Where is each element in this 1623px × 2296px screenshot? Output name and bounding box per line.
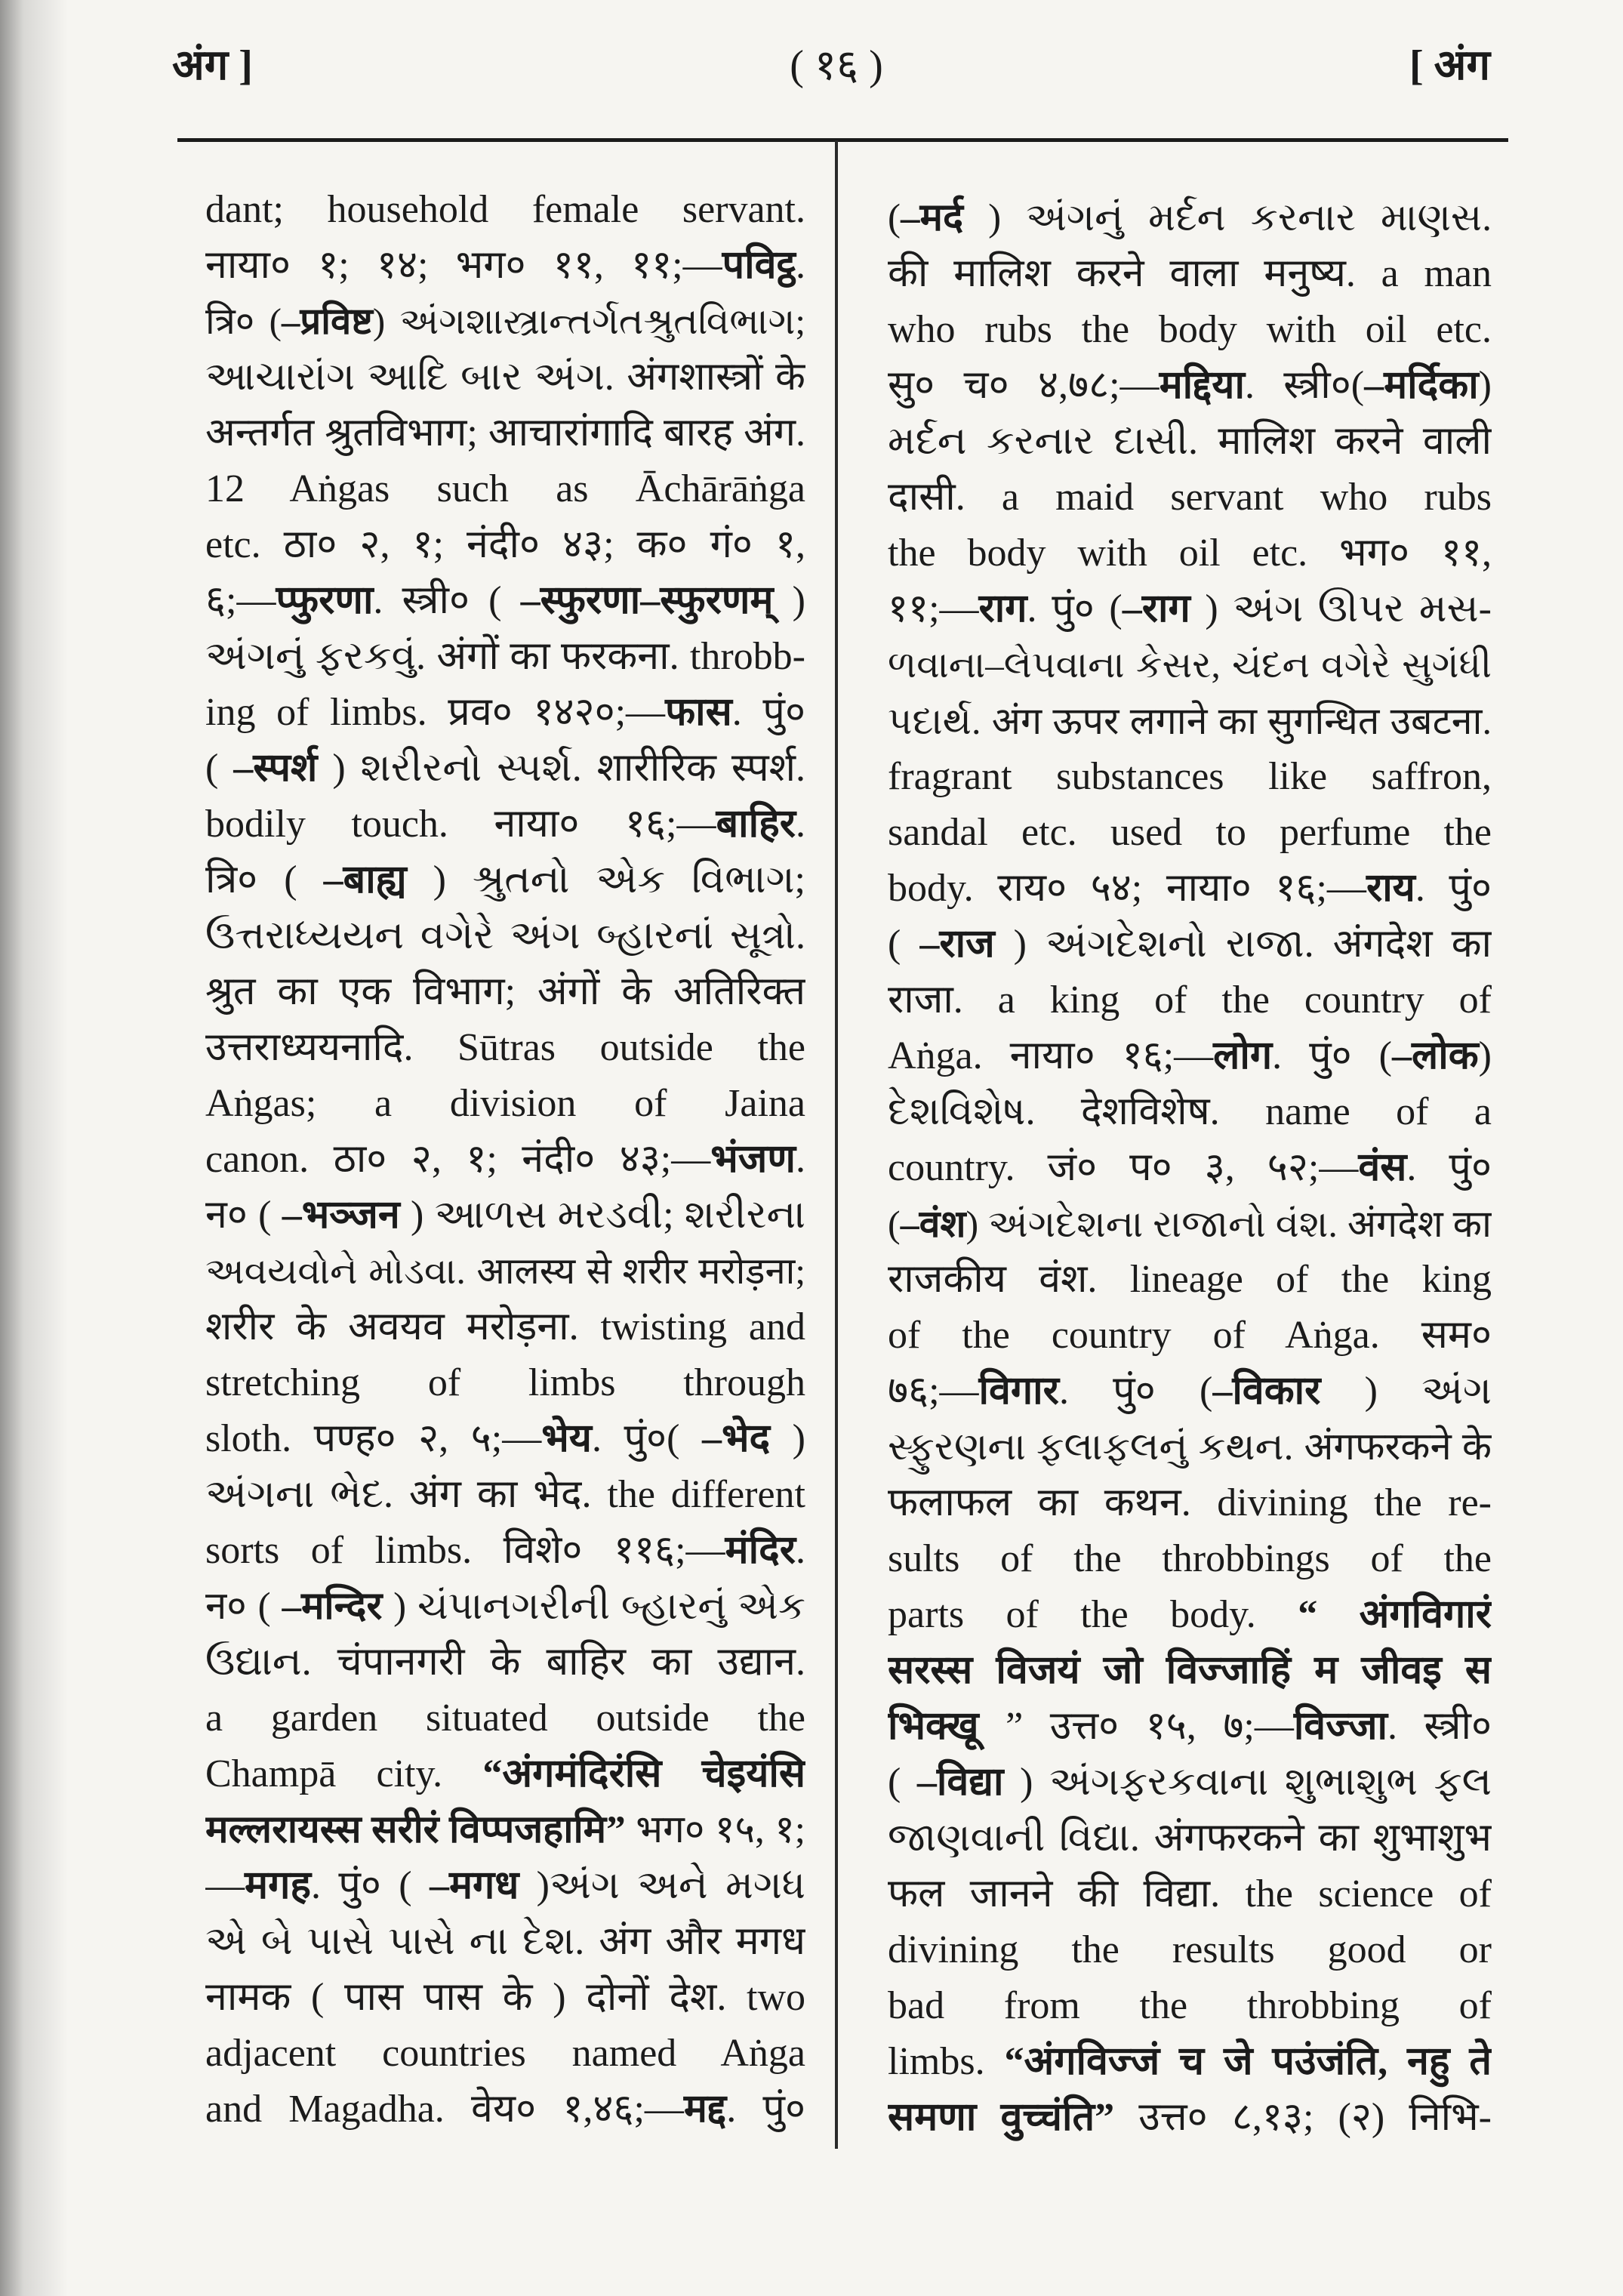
headword: –राज bbox=[919, 923, 995, 966]
entry-text: . पुं० bbox=[726, 2088, 805, 2131]
headword: –राग bbox=[1122, 587, 1190, 630]
text-line bbox=[205, 517, 805, 573]
entry-text: ११;— bbox=[888, 587, 979, 630]
entry-text: etc. ठा० २, १; नंदी० ४३; क० गं० १, bbox=[205, 523, 805, 566]
headword: –बाह्य bbox=[323, 858, 407, 901]
entry-text: sloth. पण्ह० २, ५;— bbox=[205, 1417, 542, 1460]
headword: बाहिर bbox=[716, 803, 796, 846]
text-line bbox=[888, 1922, 1492, 1978]
entry-text: the body with oil etc. भग० ११, bbox=[888, 532, 1492, 575]
entry-text: भग० १५, १; bbox=[625, 1809, 805, 1851]
text-line bbox=[888, 1866, 1492, 1922]
entry-text: राजकीय वंश. lineage of the king bbox=[888, 1258, 1492, 1301]
entry-text: જાણવાની વિદ્યા. अंगफरकने का शुभाशुभ bbox=[888, 1817, 1492, 1860]
text-line bbox=[888, 2090, 1492, 2146]
binding-edge-shadow bbox=[0, 0, 68, 2296]
text-line bbox=[205, 461, 805, 517]
text-line bbox=[888, 1587, 1492, 1643]
headword: विगार bbox=[978, 1370, 1059, 1413]
text-line bbox=[888, 972, 1492, 1028]
entry-text: ) અંગફરકવાના શુભાશુભ ફલ bbox=[1003, 1761, 1492, 1804]
entry-text: . स्त्री० ( bbox=[373, 579, 521, 622]
entry-text: Champā city. bbox=[205, 1752, 483, 1795]
entry-text: અંગના ભેદ. अंग का भेद. the different bbox=[205, 1473, 805, 1516]
text-line bbox=[205, 294, 805, 350]
entry-text: . bbox=[796, 1529, 805, 1572]
entry-text: and Magadha. वेय० १,४६;— bbox=[205, 2088, 684, 2131]
entry-text: नाया० १; १४; भग० ११, ११;— bbox=[205, 244, 722, 287]
headword: –भञ्जन bbox=[282, 1194, 400, 1237]
entry-text: ) bbox=[770, 1417, 805, 1460]
entry-text: ing of limbs. प्रव० १४२०;— bbox=[205, 691, 666, 734]
entry-text: body. राय० ५४; नाया० १६;— bbox=[888, 867, 1366, 910]
text-line bbox=[205, 1076, 805, 1132]
entry-text: अन्तर्गत श्रुतविभाग; आचारांगादि बारह अंग. bbox=[205, 411, 805, 455]
text-line bbox=[888, 1196, 1492, 1252]
entry-text: ६;— bbox=[205, 579, 276, 622]
entry-text: ( bbox=[888, 197, 901, 239]
text-line bbox=[205, 1914, 805, 1970]
entry-text: canon. ठा० २, १; नंदी० ४३;— bbox=[205, 1138, 711, 1181]
headword: –वंश bbox=[900, 1203, 966, 1245]
text-line bbox=[205, 1188, 805, 1244]
entry-text: ) અંગ ઊપર મસ- bbox=[1190, 587, 1492, 630]
entry-text: a garden situated outside the bbox=[205, 1697, 805, 1740]
headword: प्फुरणा bbox=[276, 579, 374, 622]
text-line bbox=[205, 2026, 805, 2082]
entry-text: . स्त्री०( bbox=[1244, 364, 1365, 407]
headword: “अंगमंदिरंसि चेइयंसि bbox=[482, 1752, 805, 1795]
text-line bbox=[205, 1244, 805, 1299]
entry-text: . bbox=[796, 803, 805, 846]
entry-text: ઉત્તરાધ્યયન વગેરે અંગ બ્હારનાં સૂત્રો. bbox=[205, 914, 805, 957]
text-line bbox=[205, 1355, 805, 1411]
headword: –मगध bbox=[429, 1864, 519, 1907]
entry-text: of the country of Aṅga. सम० bbox=[888, 1314, 1492, 1357]
headword: –विकार bbox=[1212, 1370, 1321, 1413]
headword: –मर्द bbox=[900, 197, 964, 239]
headword: मगह bbox=[245, 1864, 311, 1907]
entry-text: દેશવિશેષ. देशविशेष. name of a bbox=[888, 1090, 1492, 1133]
left-column bbox=[205, 182, 805, 2137]
text-line bbox=[205, 1635, 805, 1690]
entry-text: दासी. a maid servant who rubs bbox=[888, 476, 1492, 519]
headword: सरस्स विजयं जो विज्जाहिं म जीवइ स bbox=[888, 1649, 1492, 1692]
text-line bbox=[205, 1523, 805, 1579]
entry-text: એ બે પાસે પાસે ના દેશ. अंग और मगध bbox=[205, 1920, 805, 1963]
text-line bbox=[888, 1252, 1492, 1308]
entry-text: bodily touch. नाया० १६;— bbox=[205, 803, 716, 846]
headword: –मन्दिर bbox=[282, 1586, 383, 1628]
entry-text: . पुं० bbox=[1415, 867, 1492, 910]
entry-text: ) અંગદેશના રાજાનો વંશ. अंगदेश का bbox=[965, 1203, 1492, 1245]
text-line bbox=[205, 1579, 805, 1635]
headword: भिक्खू bbox=[888, 1705, 979, 1748]
text-line bbox=[205, 1746, 805, 1802]
text-line bbox=[888, 1643, 1492, 1699]
text-line bbox=[205, 1690, 805, 1746]
text-line bbox=[205, 573, 805, 629]
entry-text: સ્ફુરણના ફલાફલનું કથન. अंगफरकने के bbox=[888, 1426, 1492, 1469]
entry-text: . पुं० ( bbox=[1058, 1370, 1213, 1413]
entry-text: . bbox=[796, 244, 805, 287]
text-line bbox=[205, 238, 805, 294]
headword: मद्द bbox=[683, 2088, 727, 2131]
header-rule bbox=[177, 138, 1508, 142]
text-line bbox=[888, 470, 1492, 525]
entry-text: Aṅgas; a division of Jaina bbox=[205, 1082, 805, 1125]
entry-text: राजा. a king of the country of bbox=[888, 978, 1492, 1022]
text-line bbox=[205, 852, 805, 908]
text-line bbox=[888, 1978, 1492, 2034]
text-line bbox=[888, 525, 1492, 581]
entry-text: ) શરીરનો સ્પર્શ. शारीरिक स्पर्श. bbox=[317, 747, 805, 790]
entry-text: न० ( bbox=[205, 1586, 282, 1628]
headword: फास bbox=[665, 691, 732, 734]
headword: पविट्ठ bbox=[722, 244, 796, 287]
entry-text: नामक ( पास पास के ) दोनों देश. two bbox=[205, 1976, 805, 2019]
entry-text: ( bbox=[888, 1203, 901, 1245]
entry-text: शरीर के अवयव मरोड़ना. twisting and bbox=[205, 1305, 805, 1348]
entry-text: અંગનું ફરકવું. अंगों का फरकना. throbb- bbox=[205, 635, 805, 678]
entry-text: bad from the throbbing of bbox=[888, 1984, 1492, 2027]
text-line bbox=[205, 797, 805, 852]
text-line bbox=[888, 581, 1492, 637]
headword: मद्दिया bbox=[1159, 364, 1245, 407]
entry-text: ) અંગશાસ્ત્રાન્તર્ગતશ્રુતવિભાગ; bbox=[372, 300, 805, 342]
text-line bbox=[205, 1020, 805, 1076]
text-line bbox=[205, 405, 805, 461]
entry-text: . पुं०( bbox=[591, 1417, 702, 1460]
text-line bbox=[888, 1140, 1492, 1196]
text-line bbox=[888, 1755, 1492, 1811]
entry-text: सु० च० ४,७८;— bbox=[888, 364, 1160, 407]
entry-text: — bbox=[205, 1864, 245, 1907]
text-line bbox=[888, 1699, 1492, 1755]
entry-text: )અંગ અને મગધ bbox=[519, 1864, 805, 1907]
text-line bbox=[888, 805, 1492, 861]
headword: –लोक bbox=[1392, 1034, 1479, 1077]
entry-text: who rubs the body with oil etc. bbox=[888, 308, 1492, 351]
entry-text: त्रि० ( bbox=[205, 300, 282, 342]
entry-text: adjacent countries named Aṅga bbox=[205, 2032, 805, 2075]
entry-text: ) આળસ મરડવી; શરીરના bbox=[399, 1194, 805, 1237]
entry-text: ) bbox=[1478, 1034, 1492, 1077]
entry-text: Aṅga. नाया० १६;— bbox=[888, 1034, 1214, 1077]
text-line bbox=[888, 302, 1492, 358]
headword: लोग bbox=[1213, 1034, 1273, 1077]
headword: भेय bbox=[541, 1417, 592, 1460]
entry-text: ) અંગદેશનો રાજા. अंगदेश का bbox=[994, 923, 1492, 966]
entry-text: ઉદ્યાન. चंपानगरी के बाहिर का उद्यान. bbox=[205, 1641, 805, 1684]
headword: मल्लरायस्स सरीरं विप्पजहामि” bbox=[205, 1809, 626, 1851]
headword: विज्जा bbox=[1293, 1705, 1388, 1748]
entry-text: ( bbox=[205, 747, 234, 790]
text-line bbox=[888, 1084, 1492, 1140]
entry-text: sorts of limbs. विशे० ११६;— bbox=[205, 1529, 725, 1572]
entry-text: country. जं० प० ३, ५२;— bbox=[888, 1146, 1359, 1189]
text-line bbox=[205, 350, 805, 405]
text-line bbox=[888, 1419, 1492, 1475]
text-line bbox=[888, 637, 1492, 693]
entry-text: . पुं० ( bbox=[1027, 587, 1123, 630]
entry-text: . पुं० bbox=[731, 691, 805, 734]
entry-text: . bbox=[796, 1138, 805, 1181]
headword: “अंगविज्जं च जे पउंजंति, नहु ते bbox=[1004, 2040, 1492, 2083]
text-line bbox=[205, 1467, 805, 1523]
entry-text: fragrant substances like saffron, bbox=[888, 755, 1492, 798]
headword: –स्फुरणा–स्फुरणम् bbox=[520, 579, 774, 622]
entry-text: dant; household female servant. bbox=[205, 188, 805, 231]
headword: –भेद bbox=[701, 1417, 771, 1460]
headword: समणा वुच्चंति” bbox=[888, 2096, 1115, 2139]
text-line bbox=[888, 693, 1492, 749]
text-line bbox=[205, 182, 805, 238]
column-divider bbox=[835, 140, 838, 2149]
text-line bbox=[205, 1858, 805, 1914]
text-line bbox=[205, 1802, 805, 1858]
headword: –प्रविष्ट bbox=[281, 300, 373, 342]
text-line bbox=[205, 685, 805, 741]
entry-text: त्रि० ( bbox=[205, 858, 324, 901]
entry-text: parts of the body. bbox=[888, 1593, 1298, 1636]
right-column bbox=[888, 190, 1492, 2146]
headword: मंदिर bbox=[725, 1529, 796, 1572]
entry-text: sults of the throbbings of the bbox=[888, 1537, 1492, 1580]
entry-text: ) શ્રુતનો એક વિભાગ; bbox=[406, 858, 805, 901]
text-line bbox=[205, 1411, 805, 1467]
text-line bbox=[888, 190, 1492, 246]
text-line bbox=[888, 1475, 1492, 1531]
text-line bbox=[888, 246, 1492, 302]
running-head-right: [ अंग bbox=[1409, 42, 1490, 89]
text-line bbox=[888, 1028, 1492, 1084]
entry-text: उत्त० ८,१३; (२) निभि- bbox=[1114, 2096, 1492, 2139]
entry-text: श्रुत का एक विभाग; अंगों के अतिरिक्त bbox=[205, 970, 805, 1013]
text-line bbox=[205, 1970, 805, 2026]
entry-text: મર્દન કરનાર દાસી. मालिश करने वाली bbox=[888, 420, 1492, 463]
entry-text: ) ચંપાનગરીની બ્હારનું એક bbox=[382, 1586, 805, 1628]
text-line bbox=[888, 749, 1492, 805]
entry-text: . पुं० bbox=[1406, 1146, 1492, 1189]
text-line bbox=[888, 917, 1492, 972]
text-line bbox=[205, 908, 805, 964]
text-line bbox=[888, 1531, 1492, 1587]
headword: –विद्या bbox=[916, 1761, 1004, 1804]
text-line bbox=[888, 2034, 1492, 2090]
headword: –मर्दिका bbox=[1364, 364, 1479, 407]
entry-text: stretching of limbs through bbox=[205, 1361, 805, 1404]
text-line bbox=[888, 861, 1492, 917]
headword: वंस bbox=[1358, 1146, 1407, 1189]
entry-text: ) અંગનું મર્દન કરનાર માણસ. bbox=[988, 197, 1492, 239]
entry-text: न० ( bbox=[205, 1194, 282, 1237]
entry-text: ७६;— bbox=[888, 1370, 979, 1413]
headword: भंजण bbox=[710, 1138, 796, 1181]
entry-text: फलाफल का कथन. divining the re- bbox=[888, 1481, 1492, 1524]
entry-text: 12 Aṅgas such as Āchārāṅga bbox=[205, 467, 805, 510]
text-line bbox=[888, 414, 1492, 470]
text-line bbox=[205, 2082, 805, 2137]
entry-text: divining the results good or bbox=[888, 1928, 1492, 1971]
headword: राय bbox=[1366, 867, 1415, 910]
entry-text: ” उत्त० १५, ७;— bbox=[978, 1705, 1294, 1748]
text-line bbox=[888, 1364, 1492, 1419]
page-number: ( १६ ) bbox=[790, 42, 883, 89]
headword: राग bbox=[978, 587, 1027, 630]
entry-text: . स्त्री० bbox=[1387, 1705, 1492, 1748]
entry-text: ળવાના–લેપવાના કેસર, ચંદન વગેરે સુગંધી bbox=[888, 644, 1492, 686]
text-line bbox=[205, 1132, 805, 1188]
text-line bbox=[205, 629, 805, 685]
running-head-left: अंग ] bbox=[172, 42, 253, 89]
text-line bbox=[205, 964, 805, 1020]
headword: “ अंगविगारं bbox=[1298, 1593, 1492, 1636]
entry-text: sandal etc. used to perfume the bbox=[888, 811, 1492, 854]
entry-text: ) bbox=[1478, 364, 1492, 407]
entry-text: . पुं० ( bbox=[1272, 1034, 1392, 1077]
entry-text: की मालिश करने वाला मनुष्य. a man bbox=[888, 252, 1492, 295]
text-line bbox=[205, 1299, 805, 1355]
entry-text: ( bbox=[888, 923, 920, 966]
entry-text: . पुं० ( bbox=[310, 1864, 430, 1907]
text-line bbox=[888, 1811, 1492, 1866]
text-line bbox=[888, 358, 1492, 414]
entry-text: ( bbox=[888, 1761, 917, 1804]
entry-text: फल जानने की विद्या. the science of bbox=[888, 1872, 1492, 1915]
entry-text: ) અંગ bbox=[1320, 1370, 1492, 1413]
text-line bbox=[205, 741, 805, 797]
entry-text: उत्तराध्ययनादि. Sūtras outside the bbox=[205, 1026, 805, 1069]
entry-text: ) bbox=[773, 579, 805, 622]
entry-text: limbs. bbox=[888, 2040, 1005, 2083]
text-line bbox=[888, 1308, 1492, 1364]
entry-text: પદાર્થ. अंग ऊपर लगाने का सुगन्धित उबटना. bbox=[888, 700, 1492, 742]
entry-text: અવયવોને મોડવા. आलस्य से शरीर मरोड़ना; bbox=[205, 1250, 805, 1292]
entry-text: આચારાંગ આદિ બાર અંગ. अंगशास्त्रों के bbox=[205, 356, 805, 399]
headword: –स्पर्श bbox=[233, 747, 318, 790]
